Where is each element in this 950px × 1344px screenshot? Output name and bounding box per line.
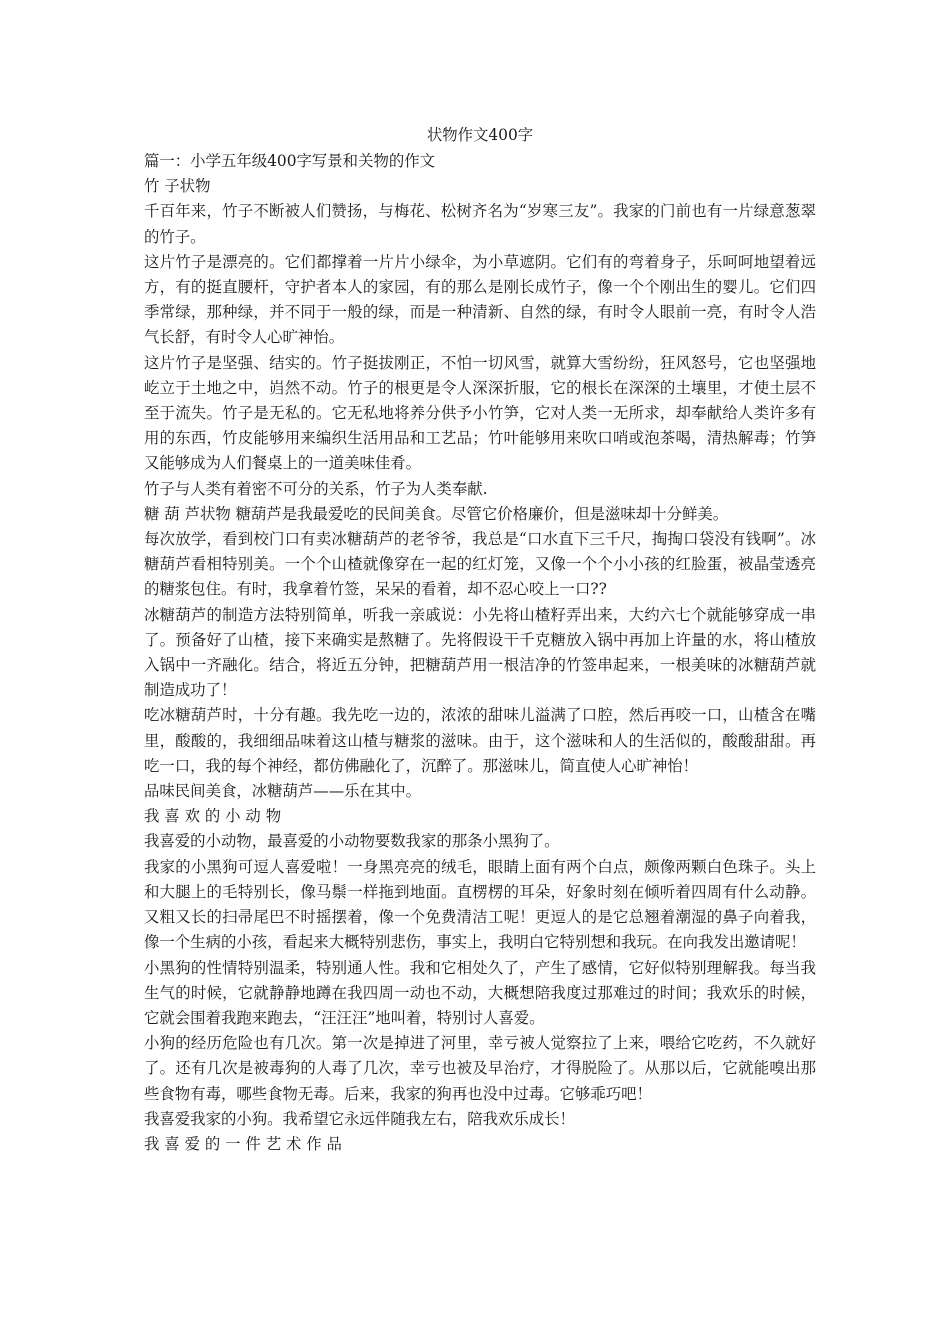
paragraph: 每次放学，看到校门口有卖冰糖葫芦的老爷爷，我总是“口水直下三千尺，掏掏口袋没有钱啊”。冰糖葫芦看相特别美。一个个山楂就像穿在一起的红灯笼，又像一个个小小孩的红脸蛋，被晶莹透亮的糖浆包住。有时，我拿着竹签，呆呆的看着，却不忍心咬上一口?? [144, 530, 816, 599]
paragraph: 吃冰糖葫芦时，十分有趣。我先吃一边的，浓浓的甜味儿溢满了口腔，然后再咬一口，山楂含在嘴里，酸酸的，我细细品味着这山楂与糖浆的滋味。由于，这个滋味和人的生活似的，酸酸甜甜。再吃一口，我的每个神经，都仿佛融化了，沉醉了。那滋味儿，简直使人心旷神怡！ [144, 706, 816, 775]
paragraph: 糖 葫 芦状物 糖葫芦是我最爱吃的民间美食。尽管它价格廉价，但是滋味却十分鲜美。 [144, 504, 729, 523]
document-page [144, 122, 816, 1157]
paragraph: 小狗的经历危险也有几次。第一次是掉进了河里，幸亏被人觉察拉了上来，喂给它吃药，不久就好了。还有几次是被毒狗的人毒了几次，幸亏也被及早治疗，才得脱险了。从那以后，它就能嗅出那些食物有毒，哪些食物无毒。后来，我家的狗再也没中过毒。它够乖巧吧！ [144, 1034, 816, 1103]
paragraph: 我喜爱我家的小狗。我希望它永远伴随我左右，陪我欢乐成长！ [144, 1109, 575, 1128]
essay-title-artwork: 我 喜 爱 的 一 件 艺 术 作 品 [144, 1134, 342, 1153]
document-title: 状物作文400字 [426, 126, 534, 144]
paragraph: 小黑狗的性情特别温柔，特别通人性。我和它相处久了，产生了感情，它好似特别理解我。每当我生气的时候，它就静静地蹲在我四周一动也不动，大概想陪我度过那难过的时间；我欢乐的时候，它就会围着我跑来跑去，“汪汪汪”地叫着，特别讨人喜爱。 [144, 958, 816, 1027]
paragraph: 千百年来，竹子不断被人们赞扬，与梅花、松树齐名为“岁寒三友”。我家的门前也有一片绿意葱翠的竹子。 [144, 202, 816, 246]
paragraph: 这片竹子是坚强、结实的。竹子挺拔刚正，不怕一切风雪，就算大雪纷纷，狂风怒号，它也坚强地屹立于土地之中，岿然不动。竹子的根更是令人深深折服，它的根长在深深的土壤里，才使土层不至于流失。竹子是无私的。它无私地将养分供予小竹笋，它对人类一无所求，却奉献给人类许多有用的东西，竹皮能够用来编织生活用品和工艺品；竹叶能够用来吹口哨或泡茶喝，清热解毒；竹笋又能够成为人们餐桌上的一道美味佳肴。 [144, 353, 816, 473]
section-heading: 篇一：小学五年级400字写景和关物的作文 [144, 152, 436, 170]
paragraph: 我喜爱的小动物，最喜爱的小动物要数我家的那条小黑狗了。 [144, 832, 560, 851]
essay-title-animal: 我 喜 欢 的 小 动 物 [144, 807, 282, 826]
document-body [144, 149, 816, 1157]
paragraph: 竹子与人类有着密不可分的关系，竹子为人类奉献. [144, 479, 488, 498]
paragraph: 冰糖葫芦的制造方法特别简单，听我一亲戚说：小先将山楂籽弄出来，大约六七个就能够穿成一串了。预备好了山楂，接下来确实是熬糖了。先将假设干千克糖放入锅中再加上许量的水，将山楂放入锅中一齐融化。结合，将近五分钟，把糖葫芦用一根洁净的竹签串起来，一根美味的冰糖葫芦就制造成功了！ [144, 605, 816, 700]
essay-title-bamboo: 竹 子状物 [144, 177, 211, 196]
paragraph: 品味民间美食，冰糖葫芦——乐在其中。 [144, 782, 422, 801]
paragraph: 我家的小黑狗可逗人喜爱啦！一身黑亮亮的绒毛，眼睛上面有两个白点，颇像两颗白色珠子。头上和大腿上的毛特别长，像马鬃一样拖到地面。直楞楞的耳朵，好象时刻在倾听着四周有什么动静。又粗又长的扫帚尾巴不时摇摆着，像一个免费清洁工呢！更逗人的是它总翘着潮湿的鼻子向着我，像一个生病的小孩，看起来大概特别悲伤，事实上，我明白它特别想和我玩。在向我发出邀请呢！ [144, 857, 816, 952]
paragraph: 这片竹子是漂亮的。它们都撑着一片片小绿伞，为小草遮阴。它们有的弯着身子，乐呵呵地望着远方，有的挺直腰杆，守护者本人的家园，有的那么是刚长成竹子，像一个个刚出生的婴儿。它们四季常绿，那种绿，并不同于一般的绿，而是一种清新、自然的绿，有时令人眼前一亮，有时令人浩气长舒，有时令人心旷神怡。 [144, 252, 816, 347]
